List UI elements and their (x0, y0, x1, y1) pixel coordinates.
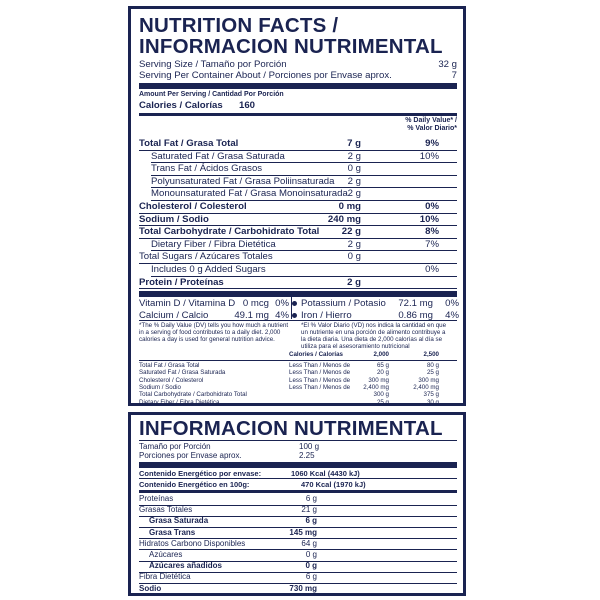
nutrient-dv: 0% (425, 201, 439, 212)
energy-serving-row (139, 469, 457, 478)
p2-row-label: Hidratos Carbono Disponibles (139, 538, 246, 548)
calories-row (139, 100, 457, 111)
nutrient-label: Total Carbohydrate / Carbohidrato Total (139, 226, 320, 238)
nutrient-label: Dietary Fiber / Fibra Dietética (151, 238, 276, 250)
nutrient-row (139, 138, 457, 149)
servings-label: Serving Per Container About / Porciones por Envase aprox. (139, 70, 392, 81)
dv-header-line2: % Valor Diario* (407, 125, 457, 132)
p2-row-label: Grasa Saturada (149, 516, 209, 526)
nutrient-row (139, 163, 457, 174)
ref-row (139, 377, 457, 384)
nutrient-amount: 2 g (347, 238, 361, 250)
nutrient-label: Total Fat / Grasa Total (139, 138, 239, 149)
ref-c1: 300 mg (368, 376, 389, 384)
ref-header-c2: 2,500 (423, 351, 439, 358)
ref-label: Saturated Fat / Grasa Saturada (139, 369, 226, 377)
p2-row (139, 516, 457, 526)
p2-row-value: 145 mg (289, 527, 317, 537)
ref-label: Total Carbohydrate / Carbohidrato Total (139, 391, 247, 399)
nutrient-label: Includes 0 g Added Sugars (151, 264, 266, 275)
nutrient-row (139, 188, 457, 199)
calories-label: Calories / Calorías (139, 100, 223, 111)
ref-label: Cholesterol / Colesterol (139, 376, 204, 384)
divider (139, 288, 457, 289)
nutrition-facts-panel (128, 6, 466, 406)
ref-qual: Less Than / Menos de (289, 369, 351, 377)
p2-row (139, 505, 457, 515)
p2-row-value: 6 g (305, 516, 317, 526)
panel2-title: INFORMACION NUTRIMENTAL (139, 417, 443, 440)
ref-header-label: Calories / Calorías (289, 351, 343, 358)
nutrient-row (139, 239, 457, 250)
divider-thick (139, 83, 457, 89)
servings-value: 7 (451, 70, 457, 81)
p2-serving-label: Tamaño por Porción (139, 442, 211, 451)
p2-row (139, 494, 457, 504)
footnote-es: *El % Valor Diario (VD) nos indica la cantidad en que un nutriente en una porción de alimento contribuye a la dieta diaria. Una dieta de 2,000 calorías al día se utiliza para el asesoramiento nutricional (301, 322, 447, 350)
energy-100-row (139, 480, 457, 489)
ref-label: Total Fat / Grasa Total (139, 362, 200, 369)
ref-row (139, 384, 457, 391)
ref-c1: 300 g (373, 391, 389, 399)
nutrient-amount: 0 g (347, 163, 361, 175)
vitamin-amount: 0.86 mg (398, 310, 433, 321)
dv-header-line1: % Daily Value* / (405, 117, 457, 124)
ref-label: Dietary Fiber / Fibra Dietética (139, 398, 220, 406)
nutrient-dv: 0% (425, 264, 439, 275)
p2-row (139, 584, 457, 594)
p2-servings-row (139, 451, 457, 460)
divider (139, 360, 457, 361)
vitamin-amount: 0 mcg (242, 298, 269, 309)
ref-qual: Less Than / Menos de (289, 362, 351, 369)
serving-size-value: 32 g (438, 59, 457, 70)
p2-serving-value: 100 g (299, 442, 320, 451)
vitamin-dv: 0% (275, 298, 289, 309)
nutrient-row (139, 251, 457, 262)
energy-serving-value: 1060 Kcal (4430 kJ) (291, 469, 360, 478)
nutrient-amount: 2 g (347, 175, 361, 187)
p2-row (139, 572, 457, 582)
nutrient-label: Protein / Proteínas (139, 276, 224, 288)
ref-c2: 375 g (423, 391, 439, 399)
nutrient-amount: 7 g (347, 138, 361, 149)
p2-row-value: 6 g (305, 494, 317, 503)
ref-qual: Less Than / Menos de (289, 376, 351, 384)
ref-row (139, 362, 457, 369)
bullet-icon (292, 313, 297, 318)
nutrient-row (139, 277, 457, 288)
nutrient-amount: 0 mg (338, 201, 361, 212)
calories-value: 160 (239, 100, 256, 111)
vitamin-label: Iron / Hierro (301, 310, 352, 321)
p2-row-value: 0 g (305, 550, 317, 559)
ref-row (139, 369, 457, 376)
ref-row (139, 399, 457, 406)
ref-c2: 300 mg (418, 376, 439, 384)
nutrient-amount: 22 g (341, 226, 361, 238)
ref-row (139, 391, 457, 398)
p2-row-value: 21 g (301, 505, 317, 515)
vitamin-label: Potassium / Potasio (301, 298, 386, 309)
nutrient-label: Saturated Fat / Grasa Saturada (151, 150, 285, 162)
footnote-en: *The % Daily Value (DV) tells you how much a nutrient in a serving of food contributes to a daily diet. 2,000 calories a day is used for general nutrition advice. (139, 322, 289, 343)
ref-c2: 30 g (426, 398, 439, 406)
vitamin-divider (291, 297, 292, 319)
divider-thick (139, 462, 457, 468)
divider-medium (139, 113, 457, 116)
divider (139, 320, 457, 321)
nutrient-row (139, 214, 457, 225)
p2-row-label: Grasas Totales (139, 505, 193, 515)
ref-c2: 2,400 mg (413, 383, 439, 391)
informacion-nutrimental-panel (128, 412, 466, 596)
nutrient-row (139, 264, 457, 275)
p2-row-value: 730 mg (289, 583, 317, 593)
nutrient-label: Total Sugars / Azúcares Totales (139, 251, 273, 263)
vitamin-dv: 0% (445, 298, 459, 309)
panel-title-line1: NUTRITION FACTS / (139, 14, 339, 37)
p2-row (139, 528, 457, 538)
ref-c1: 25 g (376, 398, 389, 406)
energy-100-label: Contenido Energético en 100g: (139, 480, 250, 489)
p2-row-label: Fibra Dietética (139, 572, 191, 582)
vitamin-label: Vitamin D / Vitamina D (139, 298, 236, 309)
energy-serving-label: Contenido Energético por envase: (139, 469, 262, 478)
nutrient-amount: 2 g (347, 276, 361, 288)
p2-servings-label: Porciones por Envase aprox. (139, 451, 242, 460)
energy-100-value: 470 Kcal (1970 kJ) (301, 480, 366, 489)
nutrient-amount: 2 g (347, 150, 361, 162)
ref-qual: Less Than / Menos de (289, 383, 351, 391)
nutrient-amount: 2 g (347, 188, 361, 200)
nutrient-amount: 0 g (347, 251, 361, 263)
ref-c1: 2,400 mg (363, 383, 389, 391)
nutrient-dv: 8% (425, 226, 439, 238)
nutrient-row (139, 226, 457, 237)
divider (139, 440, 457, 441)
p2-row-label: Sodio (139, 583, 162, 593)
p2-row-label: Azúcares (149, 550, 183, 559)
p2-row-label: Azúcares añadidos (149, 561, 222, 571)
ref-c1: 20 g (376, 369, 389, 377)
p2-serving-row (139, 442, 457, 451)
nutrient-dv: 10% (419, 150, 439, 162)
vitamin-dv: 4% (275, 310, 289, 321)
p2-row-value: 64 g (301, 538, 317, 548)
dv-header (139, 117, 457, 133)
divider (139, 478, 457, 479)
p2-row-label: Proteínas (139, 494, 174, 503)
nutrient-label: Trans Fat / Ácidos Grasos (151, 163, 263, 175)
nutrient-dv: 10% (419, 213, 439, 225)
nutrient-dv: 7% (425, 238, 439, 250)
p2-row-value: 0 g (305, 561, 317, 571)
p2-servings-value: 2.25 (299, 451, 315, 460)
ref-header-c1: 2,000 (373, 351, 389, 358)
nutrient-label: Polyunsaturated Fat / Grasa Poliinsaturada (151, 175, 335, 187)
serving-size-label: Serving Size / Tamaño por Porción (139, 59, 287, 70)
nutrient-dv: 9% (425, 138, 439, 149)
nutrient-amount: 240 mg (327, 213, 361, 225)
vitamin-row (301, 298, 459, 309)
nutrient-row (139, 151, 457, 162)
servings-row (139, 70, 457, 81)
divider-thick (139, 291, 457, 297)
vitamin-row (139, 298, 289, 309)
p2-row (139, 539, 457, 549)
nutrient-label: Sodium / Sodio (139, 213, 209, 225)
p2-row (139, 561, 457, 571)
nutrient-row (139, 176, 457, 187)
serving-size-row (139, 59, 457, 70)
vitamin-amount: 49.1 mg (234, 310, 269, 321)
ref-label: Sodium / Sodio (139, 383, 181, 391)
vitamin-amount: 72.1 mg (398, 298, 433, 309)
divider (139, 594, 457, 595)
panel-title-line2: INFORMACION NUTRIMENTAL (139, 35, 443, 58)
nutrient-label: Monounsaturated Fat / Grasa Monoinsaturada (151, 188, 348, 200)
vitamin-label: Calcium / Calcio (139, 310, 209, 321)
p2-row-value: 6 g (305, 572, 317, 582)
bullet-icon (292, 301, 297, 306)
ref-c2: 25 g (426, 369, 439, 377)
nutrient-label: Cholesterol / Colesterol (139, 201, 247, 212)
ref-c1: 65 g (376, 362, 389, 369)
p2-row-label: Grasa Trans (149, 527, 196, 537)
ref-c2: 80 g (426, 362, 439, 369)
nutrient-row (139, 201, 457, 212)
vitamin-dv: 4% (445, 310, 459, 321)
p2-row (139, 550, 457, 560)
amount-per-serving: Amount Per Serving / Cantidad Por Porción (139, 91, 284, 98)
divider-medium (139, 490, 457, 493)
